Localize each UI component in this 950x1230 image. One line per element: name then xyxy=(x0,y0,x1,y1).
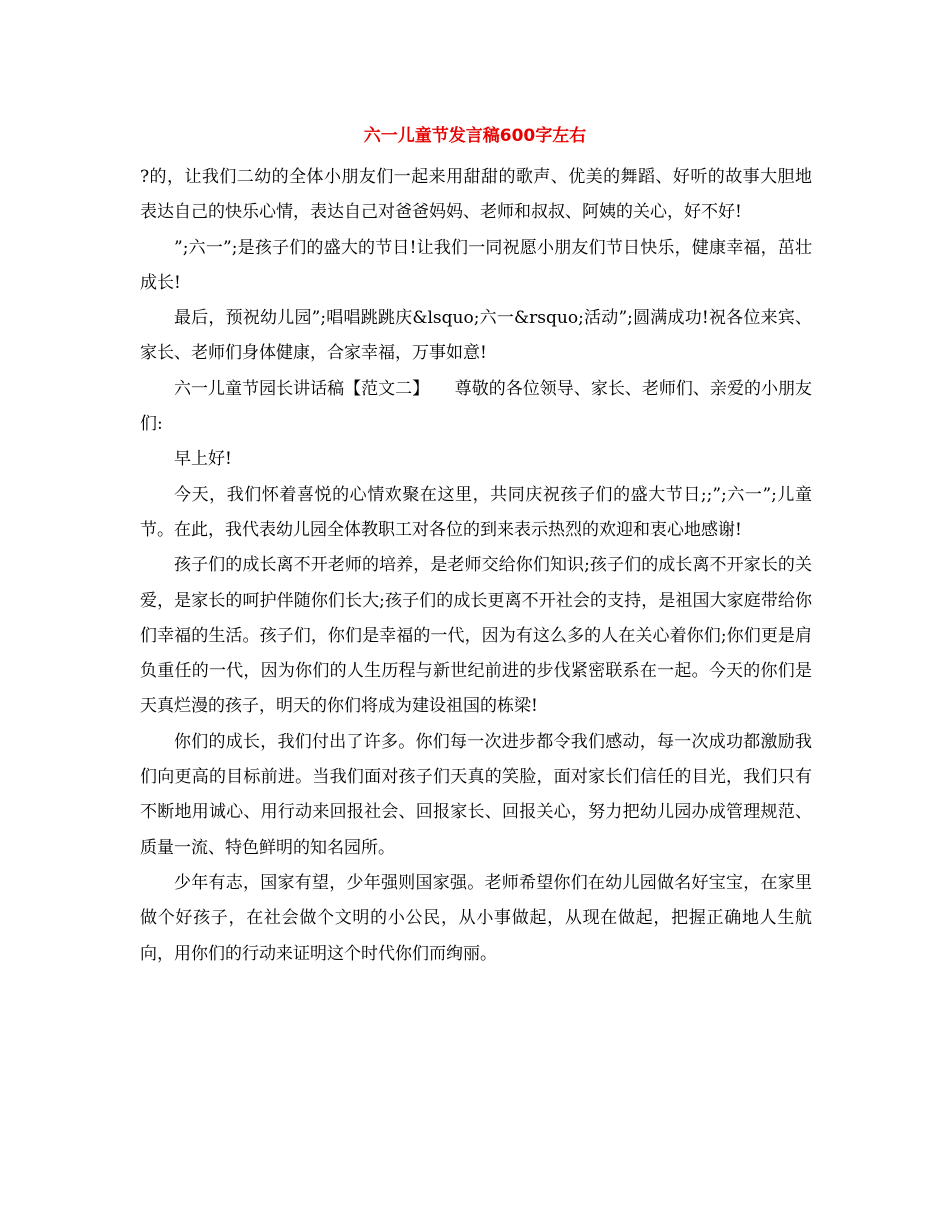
paragraph-1: ?的，让我们二幼的全体小朋友们一起来用甜甜的歌声、优美的舞蹈、好听的故事大胆地表达自己的快乐心情，表达自己对爸爸妈妈、老师和叔叔、阿姨的关心，好不好! xyxy=(140,167,812,223)
paragraph-2: ”;六一”;是孩子们的盛大的节日!让我们一同祝愿小朋友们节日快乐，健康幸福，茁壮成长! xyxy=(140,237,812,293)
document-body xyxy=(140,160,812,972)
document-title: 六一儿童节发言稿600字左右 xyxy=(363,126,587,146)
paragraph-5: 早上好! xyxy=(174,449,232,470)
paragraph-7: 孩子们的成长离不开老师的培养，是老师交给你们知识;孩子们的成长离不开家长的关爱，是家长的呵护伴随你们长大;孩子们的成长更离不开社会的支持，是祖国大家庭带给你们幸福的生活。孩子们，你们是幸福的一代，因为有这么多的人在关心着你们;你们更是肩负重任的一代，因为你们的人生历程与新世纪前进的步伐紧密联系在一起。今天的你们是天真烂漫的孩子，明天的你们将成为建设祖国的栋梁! xyxy=(140,555,812,717)
paragraph-3: 最后，预祝幼儿园”;唱唱跳跳庆&lsquo;六一&rsquo;活动”;圆满成功!祝各位来宾、家长、老师们身体健康，合家幸福，万事如意! xyxy=(140,308,812,364)
paragraph-6: 今天，我们怀着喜悦的心情欢聚在这里，共同庆祝孩子们的盛大节日;;”;六一”;儿童节。在此，我代表幼儿园全体教职工对各位的到来表示热烈的欢迎和衷心地感谢! xyxy=(140,484,812,540)
paragraph-4: 六一儿童节园长讲话稿【范文二】 尊敬的各位领导、家长、老师们、亲爱的小朋友们: xyxy=(140,378,812,435)
paragraph-8: 你们的成长，我们付出了许多。你们每一次进步都令我们感动，每一次成功都激励我们向更高的目标前进。当我们面对孩子们天真的笑脸，面对家长们信任的目光，我们只有不断地用诚心、用行动来回报社会、回报家长、回报关心，努力把幼儿园办成管理规范、质量一流、特色鲜明的知名园所。 xyxy=(140,731,812,858)
paragraph-9: 少年有志，国家有望，少年强则国家强。老师希望你们在幼儿园做名好宝宝，在家里做个好孩子，在社会做个文明的小公民，从小事做起，从现在做起，把握正确地人生航向，用你们的行动来证明这个时代你们而绚丽。 xyxy=(140,872,812,964)
